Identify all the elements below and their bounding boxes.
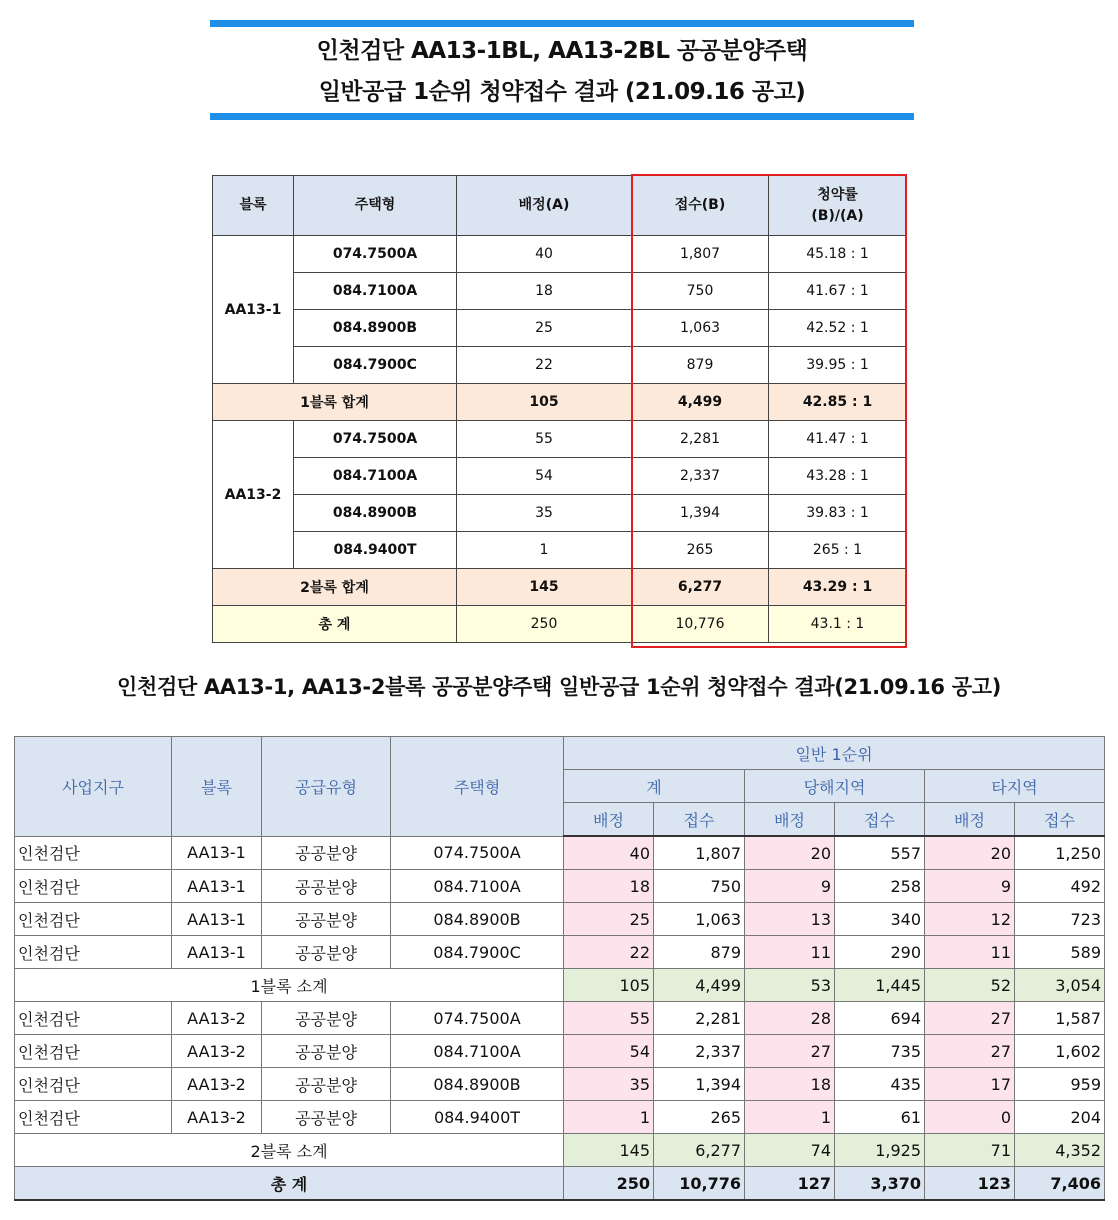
rate-cell: 43.29 : 1	[769, 569, 907, 606]
alloc-value-cell: 20	[745, 836, 835, 870]
supply-type-cell: 공공분양	[262, 1068, 391, 1101]
alloc-value-cell: 40	[564, 836, 654, 870]
col-header-rate	[769, 176, 907, 236]
recv-value-cell: 492	[1015, 870, 1105, 903]
recv-cell: 1,394	[632, 495, 769, 532]
house-type-cell: 084.9400T	[391, 1101, 564, 1134]
rate-cell: 39.83 : 1	[769, 495, 907, 532]
block-cell: AA13-1	[172, 836, 262, 870]
supply-type-cell: 공공분양	[262, 1101, 391, 1134]
alloc-cell: 54	[457, 458, 632, 495]
recv-value-cell: 723	[1015, 903, 1105, 936]
house-type-cell: 084.7100A	[391, 870, 564, 903]
banner-top-bar	[210, 20, 914, 27]
recv-value-cell: 735	[835, 1035, 925, 1068]
recv-value-cell: 959	[1015, 1068, 1105, 1101]
table-row	[213, 310, 907, 347]
subtotal-row	[213, 384, 907, 421]
district-cell: 인천검단	[15, 1002, 172, 1035]
value-cell: 4,499	[654, 969, 745, 1002]
summary-table	[212, 175, 907, 643]
house-type: 074.7500A	[294, 421, 457, 458]
house-type: 084.7100A	[294, 273, 457, 310]
recv-cell: 879	[632, 347, 769, 384]
alloc-cell: 40	[457, 236, 632, 273]
alloc-cell: 1	[457, 532, 632, 569]
recv-value-cell: 2,281	[654, 1002, 745, 1035]
col-header-district: 사업지구	[15, 737, 172, 837]
alloc-value-cell: 9	[925, 870, 1015, 903]
col-header-type: 주택형	[391, 737, 564, 837]
value-cell: 145	[564, 1134, 654, 1167]
house-type: 074.7500A	[294, 236, 457, 273]
alloc-cell: 250	[457, 606, 632, 643]
rate-cell: 43.28 : 1	[769, 458, 907, 495]
value-cell: 127	[745, 1167, 835, 1201]
col-header-block: 블록	[172, 737, 262, 837]
table-row	[15, 836, 1105, 870]
alloc-value-cell: 28	[745, 1002, 835, 1035]
house-type: 084.9400T	[294, 532, 457, 569]
value-cell: 6,277	[654, 1134, 745, 1167]
detail-title: 인천검단 AA13-1, AA13-2블록 공공분양주택 일반공급 1순위 청약접수 결과(21.09.16 공고)	[116, 675, 1002, 699]
subtotal-label: 2블록 소계	[15, 1134, 564, 1167]
district-cell: 인천검단	[15, 903, 172, 936]
alloc-value-cell: 17	[925, 1068, 1015, 1101]
alloc-value-cell: 18	[564, 870, 654, 903]
recv-value-cell: 340	[835, 903, 925, 936]
recv-value-cell: 258	[835, 870, 925, 903]
house-type-cell: 084.7100A	[391, 1035, 564, 1068]
table-row	[15, 903, 1105, 936]
table-row	[213, 347, 907, 384]
alloc-value-cell: 0	[925, 1101, 1015, 1134]
table-row	[213, 458, 907, 495]
alloc-value-cell: 54	[564, 1035, 654, 1068]
recv-cell: 2,337	[632, 458, 769, 495]
alloc-value-cell: 55	[564, 1002, 654, 1035]
col-header-recv: 접수	[835, 803, 925, 837]
recv-value-cell: 1,587	[1015, 1002, 1105, 1035]
recv-value-cell: 1,063	[654, 903, 745, 936]
alloc-value-cell: 25	[564, 903, 654, 936]
supply-type-cell: 공공분양	[262, 903, 391, 936]
table-row	[15, 1035, 1105, 1068]
value-cell: 1,445	[835, 969, 925, 1002]
value-cell: 3,054	[1015, 969, 1105, 1002]
block-cell: AA13-1	[172, 903, 262, 936]
alloc-cell: 145	[457, 569, 632, 606]
block-cell: AA13-2	[172, 1002, 262, 1035]
block1-body	[15, 836, 1105, 969]
rate-header-line1: 청약률	[817, 186, 858, 203]
subtotal-label: 1블록 합계	[213, 384, 457, 421]
recv-cell: 750	[632, 273, 769, 310]
col-header-type: 주택형	[294, 176, 457, 236]
supply-type-cell: 공공분양	[262, 836, 391, 870]
table-row	[15, 870, 1105, 903]
block-cell: AA13-2	[172, 1101, 262, 1134]
alloc-value-cell: 20	[925, 836, 1015, 870]
col-header-alloc: 배정	[925, 803, 1015, 837]
alloc-cell: 55	[457, 421, 632, 458]
block-name: AA13-1	[213, 236, 294, 384]
col-header-alloc: 배정(A)	[457, 176, 632, 236]
rate-cell: 41.67 : 1	[769, 273, 907, 310]
block-cell: AA13-2	[172, 1068, 262, 1101]
supply-type-cell: 공공분양	[262, 1002, 391, 1035]
value-cell: 1,925	[835, 1134, 925, 1167]
recv-cell: 1,063	[632, 310, 769, 347]
alloc-cell: 35	[457, 495, 632, 532]
rate-cell: 43.1 : 1	[769, 606, 907, 643]
district-cell: 인천검단	[15, 1101, 172, 1134]
recv-cell: 265	[632, 532, 769, 569]
detail-table-wrapper	[14, 736, 1105, 1201]
col-header-supply: 공급유형	[262, 737, 391, 837]
value-cell: 123	[925, 1167, 1015, 1201]
house-type: 084.8900B	[294, 310, 457, 347]
table-row	[15, 1068, 1105, 1101]
summary-header-row	[213, 176, 907, 236]
rate-cell: 41.47 : 1	[769, 421, 907, 458]
recv-cell: 4,499	[632, 384, 769, 421]
supply-type-cell: 공공분양	[262, 1035, 391, 1068]
recv-cell: 1,807	[632, 236, 769, 273]
alloc-value-cell: 35	[564, 1068, 654, 1101]
value-cell: 4,352	[1015, 1134, 1105, 1167]
value-cell: 52	[925, 969, 1015, 1002]
house-type: 084.7900C	[294, 347, 457, 384]
total-label: 총 계	[15, 1167, 564, 1201]
total-label: 총 계	[213, 606, 457, 643]
col-header-recv: 접수(B)	[632, 176, 769, 236]
value-cell: 250	[564, 1167, 654, 1201]
alloc-value-cell: 27	[745, 1035, 835, 1068]
table-row	[15, 1101, 1105, 1134]
title-banner	[210, 20, 914, 120]
col-header-recv: 접수	[654, 803, 745, 837]
value-cell: 53	[745, 969, 835, 1002]
table-row	[15, 1002, 1105, 1035]
summary-table-wrapper	[212, 175, 907, 643]
district-cell: 인천검단	[15, 1068, 172, 1101]
detail-header-row-1	[15, 737, 1105, 770]
house-type-cell: 084.8900B	[391, 1068, 564, 1101]
value-cell: 7,406	[1015, 1167, 1105, 1201]
recv-cell: 10,776	[632, 606, 769, 643]
recv-value-cell: 2,337	[654, 1035, 745, 1068]
supply-type-cell: 공공분양	[262, 870, 391, 903]
district-cell: 인천검단	[15, 1035, 172, 1068]
alloc-cell: 105	[457, 384, 632, 421]
alloc-cell: 18	[457, 273, 632, 310]
district-cell: 인천검단	[15, 936, 172, 969]
house-type-cell: 074.7500A	[391, 836, 564, 870]
rate-cell: 265 : 1	[769, 532, 907, 569]
table-row	[213, 495, 907, 532]
alloc-value-cell: 22	[564, 936, 654, 969]
recv-value-cell: 750	[654, 870, 745, 903]
rate-header-line2: (B)/(A)	[811, 207, 864, 224]
banner-bottom-bar	[210, 113, 914, 120]
block-cell: AA13-2	[172, 1035, 262, 1068]
house-type: 084.7100A	[294, 458, 457, 495]
rate-cell: 42.52 : 1	[769, 310, 907, 347]
recv-value-cell: 265	[654, 1101, 745, 1134]
alloc-value-cell: 11	[925, 936, 1015, 969]
recv-cell: 2,281	[632, 421, 769, 458]
value-cell: 105	[564, 969, 654, 1002]
value-cell: 10,776	[654, 1167, 745, 1201]
value-cell: 74	[745, 1134, 835, 1167]
col-header-alloc: 배정	[564, 803, 654, 837]
recv-value-cell: 1,602	[1015, 1035, 1105, 1068]
subtotal-row	[213, 569, 907, 606]
col-header-other: 타지역	[925, 770, 1105, 803]
alloc-value-cell: 1	[564, 1101, 654, 1134]
total-row	[213, 606, 907, 643]
value-cell: 3,370	[835, 1167, 925, 1201]
recv-value-cell: 1,394	[654, 1068, 745, 1101]
recv-value-cell: 879	[654, 936, 745, 969]
table-row	[213, 532, 907, 569]
alloc-value-cell: 1	[745, 1101, 835, 1134]
house-type: 084.8900B	[294, 495, 457, 532]
subtotal-label: 2블록 합계	[213, 569, 457, 606]
table-row	[213, 236, 907, 273]
alloc-value-cell: 12	[925, 903, 1015, 936]
banner-title-line1: 인천검단 AA13-1BL, AA13-2BL 공공분양주택	[316, 38, 808, 64]
recv-value-cell: 557	[835, 836, 925, 870]
total-row	[15, 1167, 1105, 1201]
alloc-value-cell: 11	[745, 936, 835, 969]
subtotal-row	[15, 1134, 1105, 1167]
house-type-cell: 084.8900B	[391, 903, 564, 936]
block-name: AA13-2	[213, 421, 294, 569]
house-type-cell: 084.7900C	[391, 936, 564, 969]
col-header-sum: 계	[564, 770, 745, 803]
alloc-value-cell: 27	[925, 1002, 1015, 1035]
table-row	[15, 936, 1105, 969]
alloc-value-cell: 9	[745, 870, 835, 903]
recv-value-cell: 61	[835, 1101, 925, 1134]
col-header-block: 블록	[213, 176, 294, 236]
alloc-value-cell: 27	[925, 1035, 1015, 1068]
house-type-cell: 074.7500A	[391, 1002, 564, 1035]
recv-value-cell: 204	[1015, 1101, 1105, 1134]
recv-value-cell: 1,250	[1015, 836, 1105, 870]
rate-cell: 42.85 : 1	[769, 384, 907, 421]
banner-title-line2: 일반공급 1순위 청약접수 결과 (21.09.16 공고)	[318, 79, 806, 105]
subtotal-row	[15, 969, 1105, 1002]
district-cell: 인천검단	[15, 836, 172, 870]
supply-type-cell: 공공분양	[262, 936, 391, 969]
alloc-value-cell: 13	[745, 903, 835, 936]
value-cell: 71	[925, 1134, 1015, 1167]
recv-value-cell: 1,807	[654, 836, 745, 870]
block-cell: AA13-1	[172, 870, 262, 903]
rate-cell: 39.95 : 1	[769, 347, 907, 384]
block-cell: AA13-1	[172, 936, 262, 969]
subtotal-label: 1블록 소계	[15, 969, 564, 1002]
alloc-value-cell: 18	[745, 1068, 835, 1101]
alloc-cell: 22	[457, 347, 632, 384]
col-header-recv: 접수	[1015, 803, 1105, 837]
recv-value-cell: 589	[1015, 936, 1105, 969]
recv-cell: 6,277	[632, 569, 769, 606]
table-row	[213, 273, 907, 310]
rate-cell: 45.18 : 1	[769, 236, 907, 273]
col-header-alloc: 배정	[745, 803, 835, 837]
district-cell: 인천검단	[15, 870, 172, 903]
alloc-cell: 25	[457, 310, 632, 347]
block2-body	[15, 1002, 1105, 1134]
recv-value-cell: 290	[835, 936, 925, 969]
recv-value-cell: 435	[835, 1068, 925, 1101]
table-row	[213, 421, 907, 458]
col-header-general: 일반 1순위	[564, 737, 1105, 770]
col-header-local: 당해지역	[745, 770, 925, 803]
recv-value-cell: 694	[835, 1002, 925, 1035]
detail-table	[14, 736, 1105, 1201]
